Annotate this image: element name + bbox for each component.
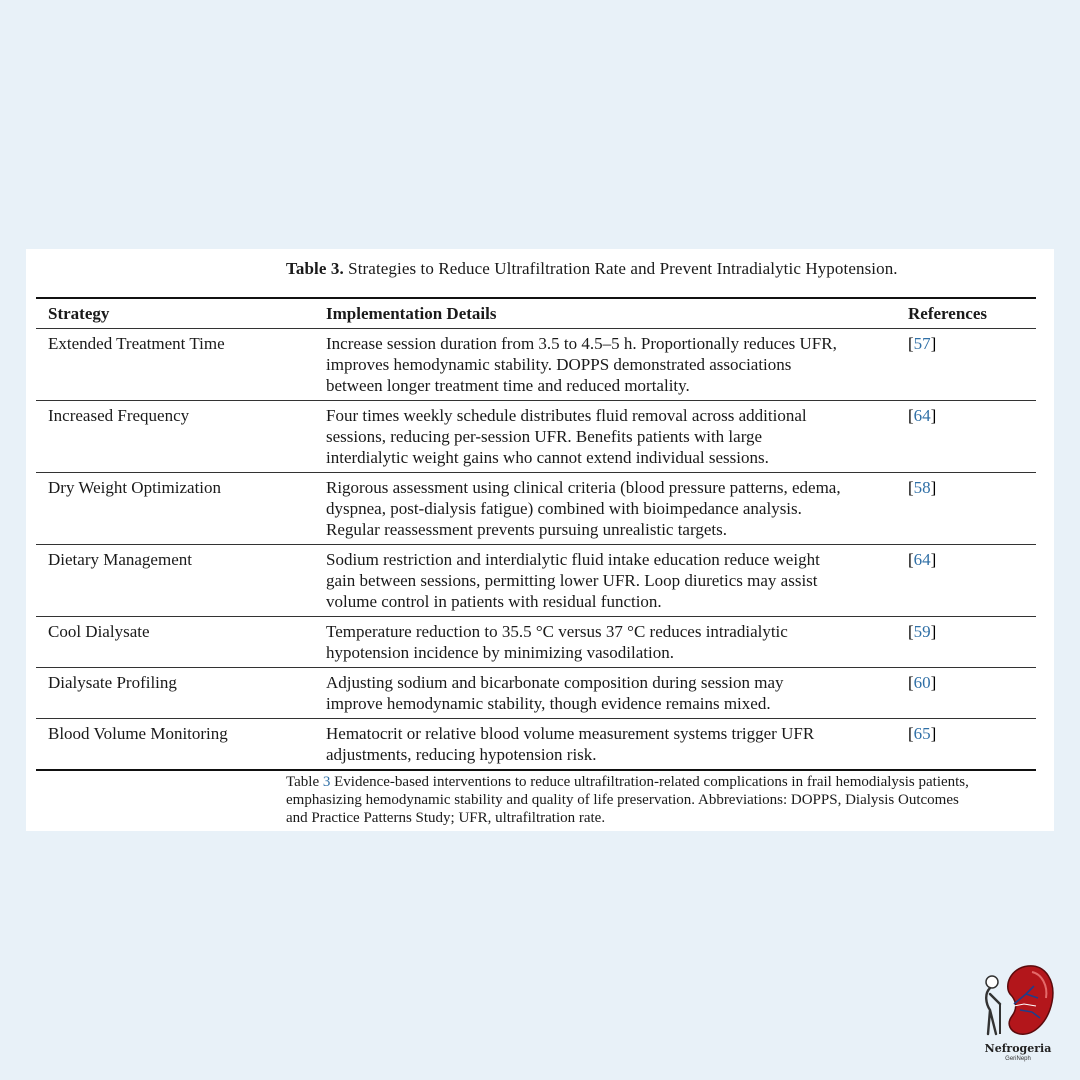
row-divider [36, 616, 1036, 617]
row-divider [36, 667, 1036, 668]
row-2-strategy: Increased Frequency [48, 406, 190, 425]
row-7-details: Hematocrit or relative blood volume measurement systems trigger UFR adjustments, reducing hypotension risk. [326, 724, 815, 764]
row-7-strategy: Blood Volume Monitoring [48, 724, 228, 743]
row-divider [36, 718, 1036, 719]
kidney-elder-icon [976, 960, 1060, 1042]
table-title-label: Table 3. [286, 259, 344, 278]
row-divider [36, 400, 1036, 401]
row-6-reference-link[interactable]: [60] [908, 673, 937, 692]
row-3-reference-link[interactable]: [58] [908, 478, 937, 497]
row-1-strategy: Extended Treatment Time [48, 334, 225, 353]
row-3-details: Rigorous assessment using clinical criteria (blood pressure patterns, edema, dyspnea, post-dialysis fatigue) combined with bioimpedance analysis. Regular reassessment prevents pursuing unrealistic targets. [326, 478, 841, 539]
header-rule [36, 328, 1036, 329]
row-2-details: Four times weekly schedule distributes fluid removal across additional sessions, reducing per-session UFR. Benefits patients with large interdialytic weight gains who cannot extend individual sessions. [326, 406, 807, 467]
logo-subtitle: GeriNeph [1005, 1056, 1031, 1062]
row-6-details: Adjusting sodium and bicarbonate composition during session may improve hemodynamic stability, though evidence remains mixed. [326, 673, 784, 713]
row-6-strategy: Dialysate Profiling [48, 673, 177, 692]
top-rule [36, 297, 1036, 299]
table-title-text: Strategies to Reduce Ultrafiltration Rate and Prevent Intradialytic Hypotension. [348, 259, 898, 278]
table-caption: Table 3 Evidence-based interventions to reduce ultrafiltration-related complications in frail hemodialysis patients, emphasizing hemodynamic stability and quality of life preservation. Abbreviations: DOPPS, Dialysis Outcomes and Practice Patterns Study; UFR, ultrafiltration rate. [286, 774, 969, 826]
row-7-reference-link[interactable]: [65] [908, 724, 937, 743]
row-divider [36, 472, 1036, 473]
header-strategy: Strategy [48, 304, 110, 323]
row-5-reference-link[interactable]: [59] [908, 622, 937, 641]
logo-name: Nefrogeria [984, 1042, 1052, 1055]
row-1-details: Increase session duration from 3.5 to 4.5–5 h. Proportionally reduces UFR, improves hemodynamic stability. DOPPS demonstrated associations between longer treatment time and reduced mortality. [326, 334, 837, 395]
bottom-rule [36, 769, 1036, 771]
table-card [26, 249, 1054, 831]
row-2-reference-link[interactable]: [64] [908, 406, 937, 425]
row-4-strategy: Dietary Management [48, 550, 192, 569]
row-divider [36, 544, 1036, 545]
row-4-reference-link[interactable]: [64] [908, 550, 937, 569]
row-4-details: Sodium restriction and interdialytic fluid intake education reduce weight gain between sessions, permitting lower UFR. Loop diuretics may assist volume control in patients with residual function. [326, 550, 820, 611]
row-3-strategy: Dry Weight Optimization [48, 478, 222, 497]
nefrogeria-logo [976, 960, 1066, 1070]
row-5-strategy: Cool Dialysate [48, 622, 150, 641]
header-references: References [908, 304, 987, 323]
caption-table-link[interactable]: 3 [322, 774, 331, 790]
table-title [286, 259, 898, 279]
header-details: Implementation Details [326, 304, 497, 323]
row-1-reference-link[interactable]: [57] [908, 334, 937, 353]
row-5-details: Temperature reduction to 35.5 °C versus 37 °C reduces intradialytic hypotension incidence by minimizing vasodilation. [326, 622, 788, 662]
